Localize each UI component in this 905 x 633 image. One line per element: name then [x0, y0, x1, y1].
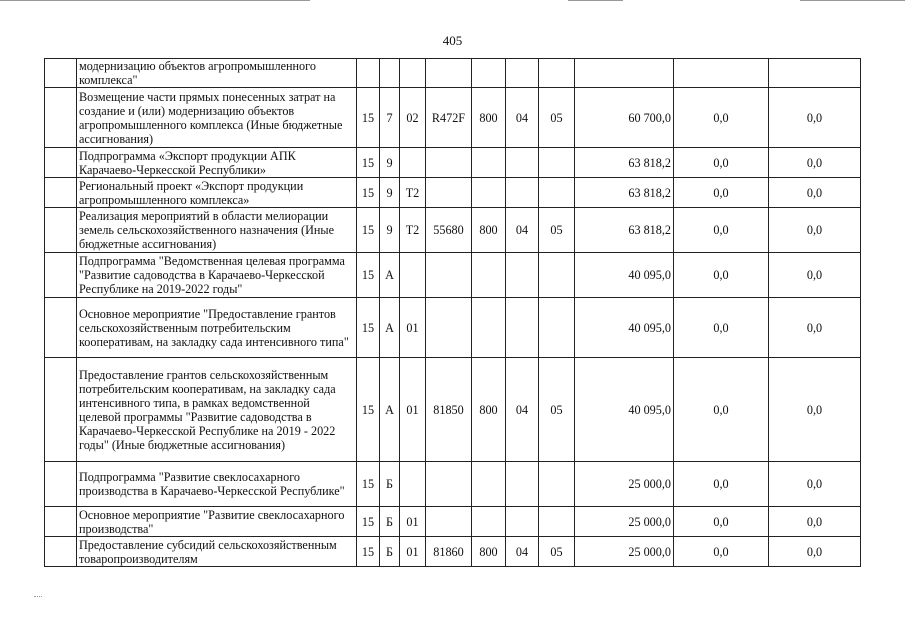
- code-cell: R472F: [426, 88, 472, 148]
- row-name-cell: Предоставление субсидий сельскохозяйственным товаропроизводителям: [77, 537, 357, 567]
- code-cell: 01: [400, 298, 426, 358]
- value-cell: 0,0: [769, 537, 861, 567]
- code-cell: [506, 178, 539, 208]
- table-row: [45, 88, 861, 148]
- code-cell: Б: [380, 462, 400, 507]
- code-cell: 05: [539, 537, 575, 567]
- code-cell: T2: [400, 208, 426, 253]
- table-row: [45, 59, 861, 88]
- code-cell: 15: [357, 253, 380, 298]
- code-cell: [426, 178, 472, 208]
- code-cell: [506, 462, 539, 507]
- code-cell: 800: [472, 358, 506, 462]
- row-name-cell: Предоставление грантов сельскохозяйственным потребительским кооперативам, на закладку сада интенсивного типа, в рамках ведомственной целевой программы "Развитие садоводства в Карачаево-Черкесской Республике на 2019 - 2022 годы" (Иные бюджетные ассигнования): [77, 358, 357, 462]
- code-cell: 01: [400, 358, 426, 462]
- code-cell: 81860: [426, 537, 472, 567]
- code-cell: [539, 507, 575, 537]
- top-border-line-mid: [568, 0, 623, 1]
- code-cell: 15: [357, 537, 380, 567]
- top-border-line-right: [800, 0, 905, 1]
- value-cell: 0,0: [769, 148, 861, 178]
- code-cell: 15: [357, 88, 380, 148]
- code-cell: 04: [506, 88, 539, 148]
- value-cell: 0,0: [674, 178, 769, 208]
- row-number-cell: [45, 88, 77, 148]
- code-cell: А: [380, 298, 400, 358]
- code-cell: [380, 59, 400, 88]
- row-name-cell: Основное мероприятие "Предоставление грантов сельскохозяйственным потребительским кооперативам, на закладку сада интенсивного типа": [77, 298, 357, 358]
- code-cell: 800: [472, 88, 506, 148]
- code-cell: [539, 178, 575, 208]
- row-number-cell: [45, 298, 77, 358]
- code-cell: 15: [357, 298, 380, 358]
- code-cell: [472, 298, 506, 358]
- code-cell: [357, 59, 380, 88]
- code-cell: [400, 462, 426, 507]
- row-name-cell: Подпрограмма «Экспорт продукции АПК Карачаево-Черкесской Республики»: [77, 148, 357, 178]
- value-cell: 0,0: [674, 298, 769, 358]
- code-cell: 04: [506, 358, 539, 462]
- table-row: [45, 507, 861, 537]
- code-cell: 800: [472, 208, 506, 253]
- code-cell: 800: [472, 537, 506, 567]
- amount-cell: 25 000,0: [575, 462, 674, 507]
- code-cell: 15: [357, 178, 380, 208]
- code-cell: 9: [380, 208, 400, 253]
- value-cell: 0,0: [769, 208, 861, 253]
- value-cell: 0,0: [674, 253, 769, 298]
- table-row: [45, 178, 861, 208]
- code-cell: [426, 253, 472, 298]
- code-cell: [506, 507, 539, 537]
- row-number-cell: [45, 148, 77, 178]
- code-cell: 05: [539, 88, 575, 148]
- code-cell: 05: [539, 208, 575, 253]
- code-cell: 15: [357, 507, 380, 537]
- code-cell: А: [380, 253, 400, 298]
- row-name-cell: Возмещение части прямых понесенных затрат на создание и (или) модернизацию объектов агропромышленного комплекса (Иные бюджетные ассигнования): [77, 88, 357, 148]
- value-cell: [674, 59, 769, 88]
- row-name-cell: Основное мероприятие "Развитие свеклосахарного производства": [77, 507, 357, 537]
- code-cell: [506, 148, 539, 178]
- table-row: [45, 298, 861, 358]
- code-cell: Б: [380, 507, 400, 537]
- page-number: 405: [442, 33, 463, 48]
- amount-cell: 25 000,0: [575, 537, 674, 567]
- code-cell: 9: [380, 148, 400, 178]
- value-cell: 0,0: [674, 462, 769, 507]
- amount-cell: 63 818,2: [575, 148, 674, 178]
- value-cell: 0,0: [674, 208, 769, 253]
- code-cell: 01: [400, 537, 426, 567]
- code-cell: 02: [400, 88, 426, 148]
- value-cell: 0,0: [674, 148, 769, 178]
- value-cell: 0,0: [769, 298, 861, 358]
- amount-cell: 40 095,0: [575, 298, 674, 358]
- code-cell: [426, 462, 472, 507]
- table-row: [45, 208, 861, 253]
- amount-cell: 25 000,0: [575, 507, 674, 537]
- code-cell: [472, 462, 506, 507]
- code-cell: 15: [357, 208, 380, 253]
- code-cell: [506, 298, 539, 358]
- row-number-cell: [45, 59, 77, 88]
- code-cell: 9: [380, 178, 400, 208]
- code-cell: 55680: [426, 208, 472, 253]
- row-number-cell: [45, 507, 77, 537]
- code-cell: [506, 253, 539, 298]
- row-number-cell: [45, 462, 77, 507]
- amount-cell: 63 818,2: [575, 178, 674, 208]
- code-cell: [539, 59, 575, 88]
- code-cell: [539, 298, 575, 358]
- code-cell: [400, 59, 426, 88]
- value-cell: 0,0: [674, 358, 769, 462]
- amount-cell: 60 700,0: [575, 88, 674, 148]
- value-cell: [769, 59, 861, 88]
- code-cell: 81850: [426, 358, 472, 462]
- code-cell: [472, 148, 506, 178]
- code-cell: 15: [357, 148, 380, 178]
- amount-cell: 40 095,0: [575, 358, 674, 462]
- amount-cell: 63 818,2: [575, 208, 674, 253]
- table-row: [45, 462, 861, 507]
- code-cell: [472, 59, 506, 88]
- code-cell: [506, 59, 539, 88]
- code-cell: [472, 178, 506, 208]
- code-cell: 04: [506, 537, 539, 567]
- table-row: [45, 253, 861, 298]
- code-cell: [472, 507, 506, 537]
- value-cell: 0,0: [674, 507, 769, 537]
- code-cell: 7: [380, 88, 400, 148]
- code-cell: [539, 148, 575, 178]
- code-cell: [539, 462, 575, 507]
- value-cell: 0,0: [769, 178, 861, 208]
- row-number-cell: [45, 178, 77, 208]
- code-cell: [426, 507, 472, 537]
- row-number-cell: [45, 208, 77, 253]
- amount-cell: [575, 59, 674, 88]
- value-cell: 0,0: [674, 537, 769, 567]
- value-cell: 0,0: [769, 253, 861, 298]
- row-number-cell: [45, 358, 77, 462]
- code-cell: [426, 298, 472, 358]
- code-cell: 15: [357, 358, 380, 462]
- value-cell: 0,0: [674, 88, 769, 148]
- row-name-cell: Реализация мероприятий в области мелиорации земель сельскохозяйственного назначения (Иные бюджетные ассигнования): [77, 208, 357, 253]
- code-cell: Б: [380, 537, 400, 567]
- code-cell: [539, 253, 575, 298]
- row-name-cell: Подпрограмма "Развитие свеклосахарного производства в Карачаево-Черкесской Республике": [77, 462, 357, 507]
- row-number-cell: [45, 253, 77, 298]
- table-row: [45, 358, 861, 462]
- value-cell: 0,0: [769, 462, 861, 507]
- table-row: [45, 148, 861, 178]
- value-cell: 0,0: [769, 507, 861, 537]
- code-cell: [426, 59, 472, 88]
- code-cell: А: [380, 358, 400, 462]
- code-cell: T2: [400, 178, 426, 208]
- row-number-cell: [45, 537, 77, 567]
- code-cell: [400, 148, 426, 178]
- budget-table: [44, 58, 861, 567]
- code-cell: 04: [506, 208, 539, 253]
- value-cell: 0,0: [769, 358, 861, 462]
- table-row: [45, 537, 861, 567]
- code-cell: [426, 148, 472, 178]
- code-cell: 05: [539, 358, 575, 462]
- code-cell: 01: [400, 507, 426, 537]
- code-cell: 15: [357, 462, 380, 507]
- amount-cell: 40 095,0: [575, 253, 674, 298]
- value-cell: 0,0: [769, 88, 861, 148]
- row-name-cell: Подпрограмма "Ведомственная целевая программа "Развитие садоводства в Карачаево-Черкесской Республике на 2019-2022 годы": [77, 253, 357, 298]
- top-border-line-left: [0, 0, 310, 1]
- scan-speck: [34, 596, 42, 599]
- code-cell: [400, 253, 426, 298]
- code-cell: [472, 253, 506, 298]
- row-name-cell: модернизацию объектов агропромышленного комплекса": [77, 59, 357, 88]
- row-name-cell: Региональный проект «Экспорт продукции агропромышленного комплекса»: [77, 178, 357, 208]
